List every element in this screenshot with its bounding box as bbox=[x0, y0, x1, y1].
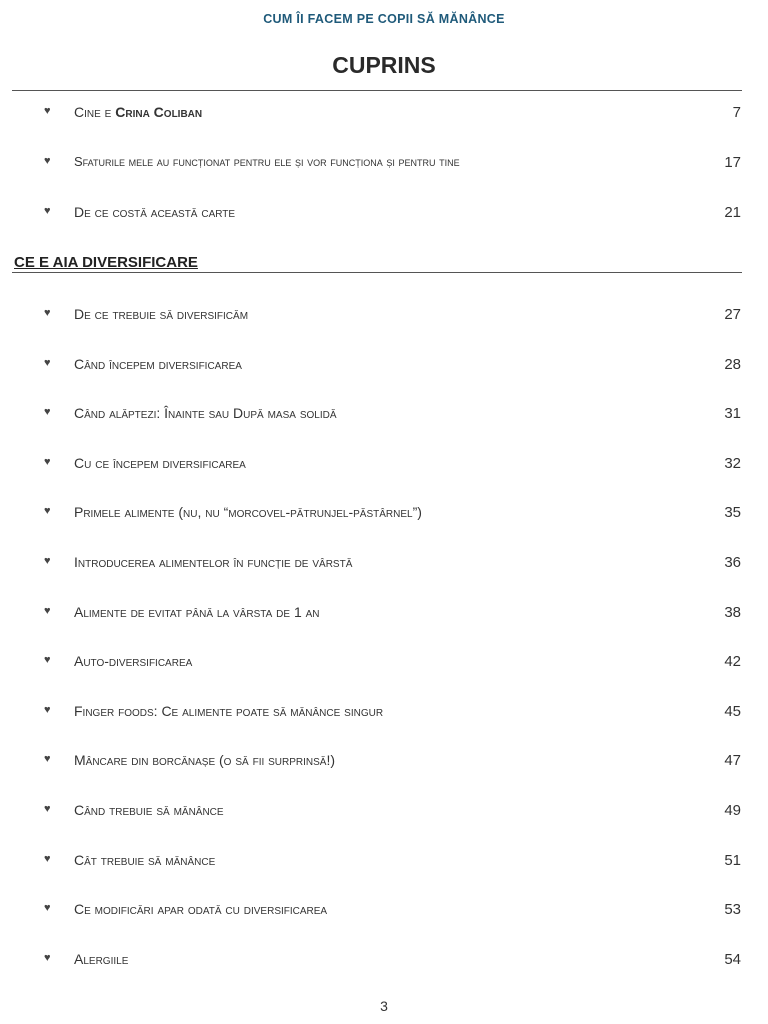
heart-icon: ♥ bbox=[44, 753, 51, 765]
toc-entry-page: 35 bbox=[724, 504, 741, 521]
section-divider bbox=[12, 272, 742, 273]
heart-icon: ♥ bbox=[44, 307, 51, 319]
heart-icon: ♥ bbox=[44, 605, 51, 617]
toc-entry-page: 17 bbox=[724, 154, 741, 171]
toc-entry-label: Ce modificări apar odată cu diversificarea bbox=[74, 901, 328, 917]
toc-entry-page: 51 bbox=[724, 852, 741, 869]
toc-entry[interactable] bbox=[0, 154, 768, 174]
toc-entry-page: 28 bbox=[724, 356, 741, 373]
toc-entry[interactable] bbox=[0, 703, 768, 723]
toc-entry-label: Când trebuie să mănânce bbox=[74, 802, 224, 818]
heart-icon: ♥ bbox=[44, 456, 51, 468]
heart-icon: ♥ bbox=[44, 155, 51, 167]
toc-entry-label: Alimente de evitat până la vârsta de 1 an bbox=[74, 604, 320, 620]
toc-entry-page: 45 bbox=[724, 703, 741, 720]
heart-icon: ♥ bbox=[44, 555, 51, 567]
heart-icon: ♥ bbox=[44, 406, 51, 418]
heart-icon: ♥ bbox=[44, 105, 51, 117]
toc-entry[interactable] bbox=[0, 204, 768, 224]
section-heading[interactable]: CE E AIA DIVERSIFICARE bbox=[14, 254, 198, 271]
toc-entry-label: Auto-diversificarea bbox=[74, 653, 193, 669]
page-title: CUPRINS bbox=[332, 52, 436, 78]
toc-entry-page: 53 bbox=[724, 901, 741, 918]
toc-entry-page: 54 bbox=[724, 951, 741, 968]
toc-entry-page: 32 bbox=[724, 455, 741, 472]
toc-entry-label: Introducerea alimentelor în funcție de vârstă bbox=[74, 554, 353, 570]
toc-entry[interactable] bbox=[0, 852, 768, 872]
toc-entry-label: Cine e Crina Coliban bbox=[74, 104, 203, 120]
toc-entry[interactable] bbox=[0, 405, 768, 425]
heart-icon: ♥ bbox=[44, 357, 51, 369]
toc-entry-page: 47 bbox=[724, 752, 741, 769]
toc-entry-label: Finger foods: Ce alimente poate să mănânce singur bbox=[74, 703, 384, 719]
toc-entry[interactable] bbox=[0, 104, 768, 124]
heart-icon: ♥ bbox=[44, 505, 51, 517]
toc-entry-page: 31 bbox=[724, 405, 741, 422]
toc-entry[interactable] bbox=[0, 554, 768, 574]
heart-icon: ♥ bbox=[44, 853, 51, 865]
heart-icon: ♥ bbox=[44, 803, 51, 815]
toc-entry-page: 36 bbox=[724, 554, 741, 571]
toc-entry-label: De ce costă această carte bbox=[74, 204, 236, 220]
heart-icon: ♥ bbox=[44, 205, 51, 217]
toc-entry[interactable] bbox=[0, 356, 768, 376]
toc-entry[interactable] bbox=[0, 504, 768, 524]
toc-entry-label: Mâncare din borcănașe (o să fii surprinsă!) bbox=[74, 752, 336, 768]
heart-icon: ♥ bbox=[44, 704, 51, 716]
toc-entry-page: 38 bbox=[724, 604, 741, 621]
toc-entry[interactable] bbox=[0, 653, 768, 673]
toc-entry-label: Când alăptezi: Înainte sau După masa solidă bbox=[74, 405, 337, 421]
toc-entry-page: 49 bbox=[724, 802, 741, 819]
toc-entry[interactable] bbox=[0, 604, 768, 624]
page-number: 3 bbox=[380, 998, 388, 1014]
toc-entry-label: De ce trebuie să diversificăm bbox=[74, 306, 249, 322]
toc-entry-label: Cu ce începem diversificarea bbox=[74, 455, 246, 471]
toc-entry-page: 7 bbox=[732, 104, 741, 121]
running-header: CUM ÎI FACEM PE COPII SĂ MĂNÂNCE bbox=[263, 12, 505, 26]
toc-entry[interactable] bbox=[0, 802, 768, 822]
toc-entry[interactable] bbox=[0, 901, 768, 921]
toc-entry-label: Sfaturile mele au funcționat pentru ele și vor funcționa și pentru tine bbox=[74, 154, 460, 169]
toc-entry-page: 21 bbox=[724, 204, 741, 221]
toc-entry-label: Alergiile bbox=[74, 951, 129, 967]
toc-entry-label: Când începem diversificarea bbox=[74, 356, 242, 372]
toc-entry[interactable] bbox=[0, 455, 768, 475]
toc-entry[interactable] bbox=[0, 752, 768, 772]
toc-entry-page: 42 bbox=[724, 653, 741, 670]
heart-icon: ♥ bbox=[44, 654, 51, 666]
toc-entry-page: 27 bbox=[724, 306, 741, 323]
toc-entry-label: Cât trebuie să mănânce bbox=[74, 852, 216, 868]
toc-entry[interactable] bbox=[0, 306, 768, 326]
heart-icon: ♥ bbox=[44, 952, 51, 964]
toc-entry-label: Primele alimente (nu, nu “morcovel-pătrunjel-păstârnel”) bbox=[74, 504, 422, 520]
title-divider bbox=[12, 90, 742, 91]
heart-icon: ♥ bbox=[44, 902, 51, 914]
toc-entry[interactable] bbox=[0, 951, 768, 971]
